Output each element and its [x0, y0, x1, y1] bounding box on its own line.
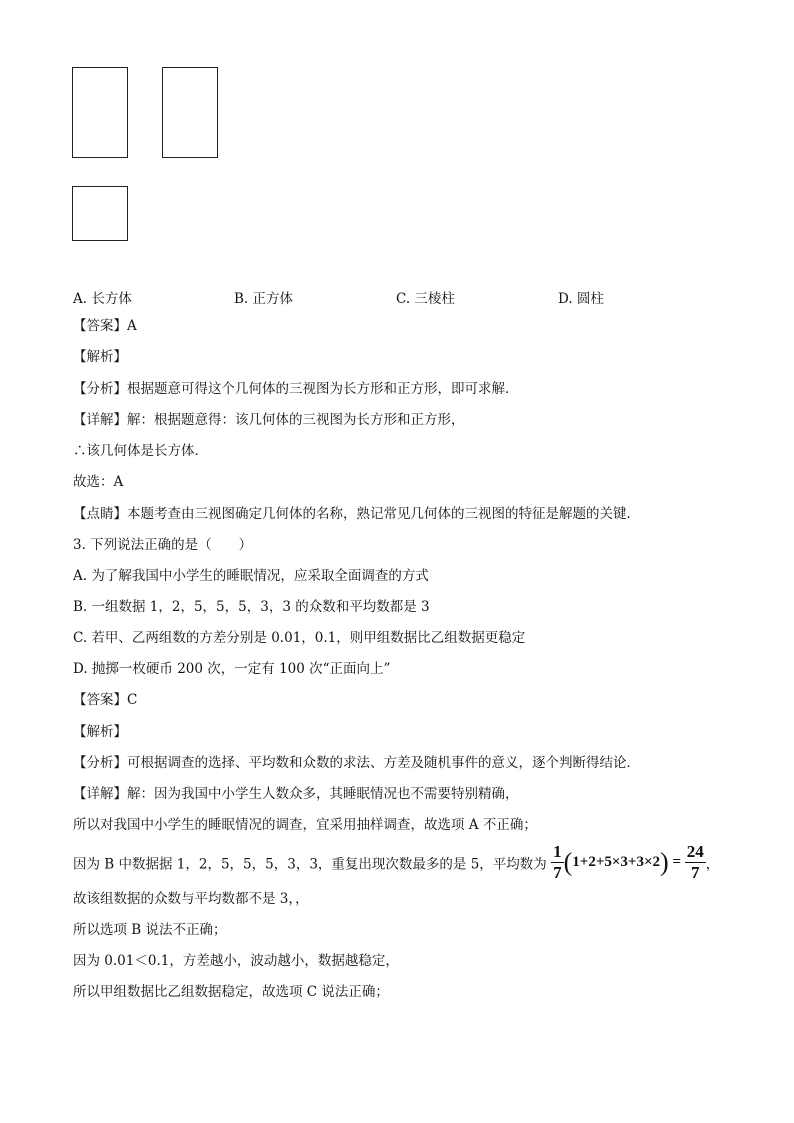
q3-detail-4: 故该组数据的众数与平均数都不是 3，，	[73, 891, 309, 907]
q2-detail: 【详解】解：根据题意得：该几何体的三视图为长方形和正方形，	[73, 412, 465, 428]
option-d: D. 圆柱	[558, 291, 604, 307]
paren-open: (	[563, 847, 573, 877]
trailing-comma: ，	[705, 856, 720, 873]
fraction-one-seventh	[551, 842, 564, 883]
q3-option-a: A. 为了解我国中小学生的睡眠情况，应采取全面调查的方式	[73, 568, 429, 584]
sum-expression: 1+2+5×3+3×2	[572, 854, 661, 870]
q3-detail-3-row	[73, 842, 719, 883]
fraction-numerator: 1	[553, 842, 562, 861]
option-a: A. 长方体	[73, 291, 132, 307]
top-view-square	[72, 186, 128, 241]
fraction-denominator: 7	[553, 863, 562, 882]
q3-detail-3-text: 因为 B 中数据据 1，2，5，5，5，3，3，重复出现次数最多的是 5，平均数为	[73, 856, 547, 873]
q2-choice: 故选：A	[73, 474, 124, 490]
q3-detail-7: 所以甲组数据比乙组数据稳定，故选项 C 说法正确；	[73, 984, 389, 1000]
q3-option-b: B. 一组数据 1，2，5，5，5，3，3 的众数和平均数都是 3	[73, 599, 430, 615]
q3-detail-1: 【详解】解：因为我国中小学生人数众多，其睡眠情况也不需要特别精确，	[73, 786, 519, 802]
q3-stem: 3. 下列说法正确的是（ ）	[73, 537, 253, 553]
q3-option-d: D. 抛掷一枚硬币 200 次，一定有 100 次“正面向上”	[73, 661, 391, 677]
fraction-denominator: 7	[691, 863, 700, 882]
paren-close: )	[660, 847, 669, 877]
equals-sign: =	[668, 854, 685, 870]
q3-analysis: 【分析】可根据调查的选择、平均数和众数的求法、方差及随机事件的意义，逐个判断得结论．	[73, 755, 640, 771]
side-view-rectangle	[162, 67, 218, 158]
option-c: C. 三棱柱	[396, 291, 455, 307]
q3-analysis-heading: 【解析】	[73, 724, 127, 740]
option-b: B. 正方体	[234, 291, 294, 307]
q3-detail-2: 所以对我国中小学生的睡眠情况的调查，宜采用抽样调查，故选项 A 不正确；	[73, 817, 537, 833]
fraction-result	[685, 842, 706, 883]
q3-detail-6: 因为 0.01＜0.1，方差越小，波动越小，数据越稳定，	[73, 953, 399, 969]
q3-answer: 【答案】C	[73, 692, 138, 708]
q2-comment: 【点睛】本题考查由三视图确定几何体的名称，熟记常见几何体的三视图的特征是解题的关键．	[73, 506, 640, 522]
q3-detail-5: 所以选项 B 说法不正确；	[73, 922, 227, 938]
q2-analysis: 【分析】根据题意可得这个几何体的三视图为长方形和正方形，即可求解．	[73, 381, 519, 397]
front-view-rectangle	[72, 67, 128, 158]
q2-analysis-heading: 【解析】	[73, 349, 127, 365]
fraction-numerator: 24	[686, 842, 704, 861]
q2-therefore: ∴该几何体是长方体．	[73, 443, 208, 459]
q3-option-c: C. 若甲、乙两组数的方差分别是 0.01，0.1，则甲组数据比乙组数据更稳定	[73, 630, 526, 646]
q2-answer: 【答案】A	[73, 318, 137, 334]
